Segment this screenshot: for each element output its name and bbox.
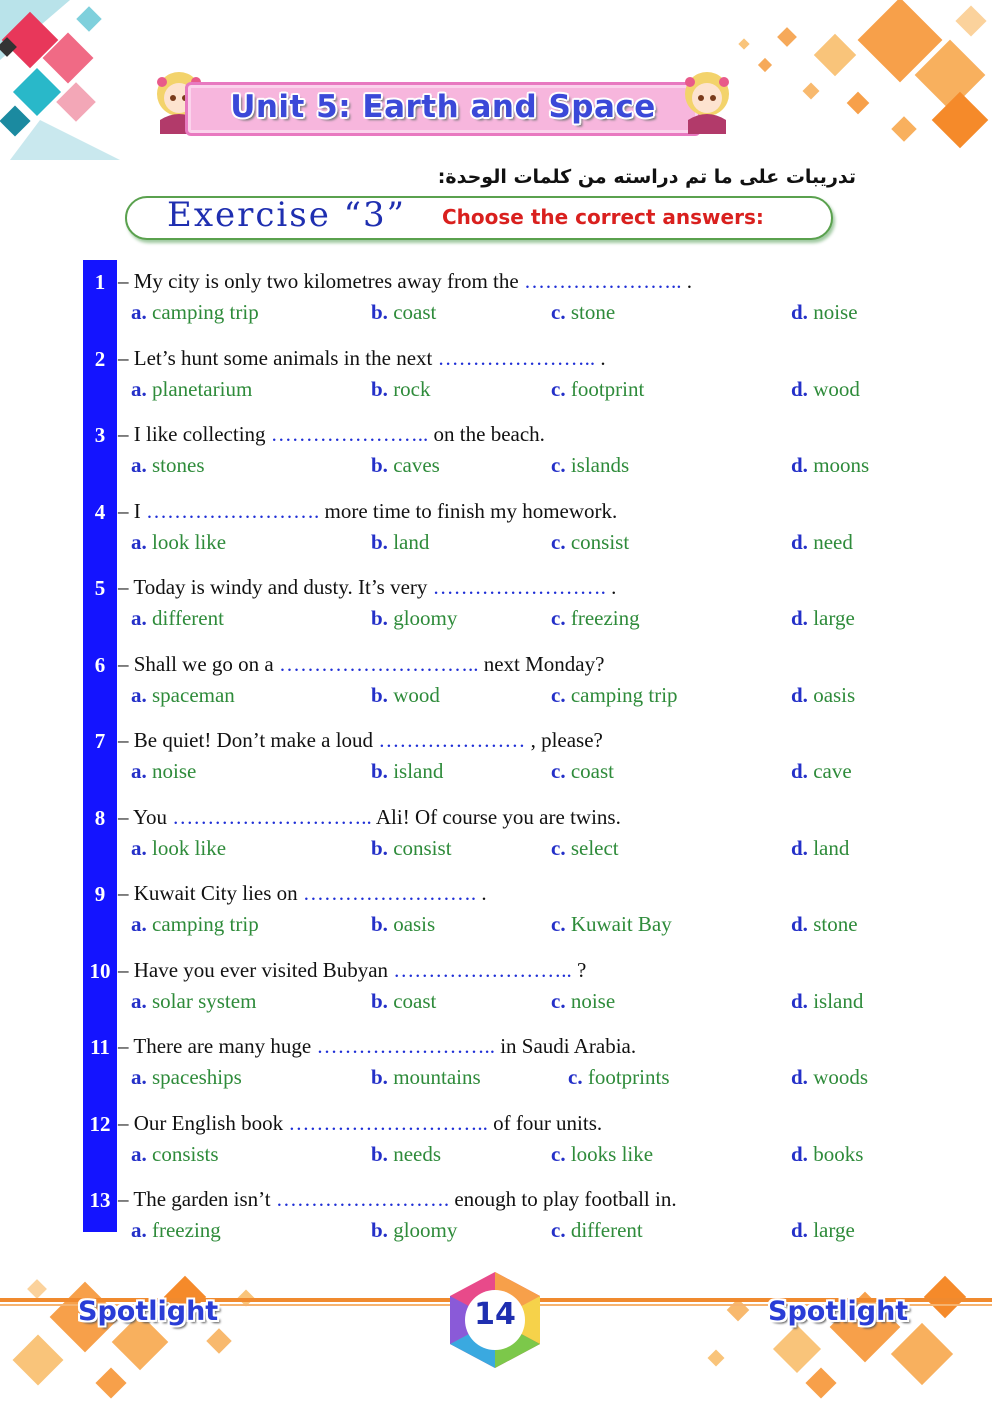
option-a[interactable]: a. look like: [131, 530, 227, 554]
question-item: [83, 953, 943, 1023]
question-item: [83, 417, 943, 487]
option-d[interactable]: d. cave: [791, 759, 852, 783]
option-b[interactable]: b. coast: [371, 989, 437, 1013]
option-c[interactable]: c. coast: [551, 759, 614, 783]
answer-blank: …………………..: [270, 422, 429, 446]
brand-logo-right: Spotlight: [768, 1296, 909, 1327]
question-text: – Today is windy and dusty. It’s very ……………………. .: [118, 575, 617, 599]
option-d[interactable]: d. noise: [791, 300, 858, 324]
question-item: [83, 876, 943, 946]
answer-blank: …………………: [378, 728, 526, 752]
question-number: 4: [94, 500, 106, 524]
option-b[interactable]: b. consist: [371, 836, 452, 860]
question-number: 13: [89, 1188, 111, 1212]
question-item: [83, 494, 943, 564]
unit-title-banner: [185, 82, 701, 136]
option-d[interactable]: d. books: [791, 1142, 864, 1166]
question-item: [83, 341, 943, 411]
corner-decoration-bottom-left: [0, 1262, 300, 1403]
option-c[interactable]: c. noise: [551, 989, 616, 1013]
option-a[interactable]: a. different: [131, 606, 224, 630]
option-c[interactable]: c. freezing: [551, 606, 640, 630]
question-text: – Be quiet! Don’t make a loud ………………… , please?: [118, 728, 603, 752]
question-text: – I like collecting ………………….. on the beach.: [118, 422, 545, 446]
question-item: [83, 1106, 943, 1176]
brand-logo-left: Spotlight: [78, 1296, 219, 1327]
question-number: 12: [89, 1112, 111, 1136]
option-a[interactable]: a. planetarium: [131, 377, 253, 401]
question-number: 9: [94, 882, 106, 906]
option-d[interactable]: d. large: [791, 1218, 855, 1242]
unit-title: Unit 5: Earth and Space: [230, 89, 656, 125]
question-number: 6: [94, 653, 106, 677]
answer-blank: …………………….: [432, 575, 612, 599]
question-number: 8: [94, 806, 106, 830]
answer-blank: ………………………..: [278, 652, 479, 676]
question-text: – There are many huge …………………….. in Saudi Arabia.: [118, 1034, 637, 1058]
question-number: 1: [94, 270, 106, 294]
option-b[interactable]: b. wood: [371, 683, 440, 707]
option-a[interactable]: a. spaceman: [131, 683, 235, 707]
option-c[interactable]: c. islands: [551, 453, 630, 477]
option-b[interactable]: b. coast: [371, 300, 437, 324]
option-d[interactable]: d. oasis: [791, 683, 856, 707]
question-number: 3: [94, 423, 106, 447]
option-d[interactable]: d. woods: [791, 1065, 869, 1089]
option-d[interactable]: d. land: [791, 836, 850, 860]
girl-mascot-right-icon: [676, 68, 738, 134]
corner-decoration-top-right: [700, 0, 992, 170]
exercise-header: [125, 196, 833, 240]
option-c[interactable]: c. consist: [551, 530, 630, 554]
option-d[interactable]: d. need: [791, 530, 853, 554]
question-text: – I ……………………. more time to finish my homework.: [118, 499, 618, 523]
option-b[interactable]: b. oasis: [371, 912, 436, 936]
question-number: 7: [94, 729, 106, 753]
option-b[interactable]: b. island: [371, 759, 444, 783]
option-a[interactable]: a. noise: [131, 759, 197, 783]
option-c[interactable]: c. camping trip: [551, 683, 678, 707]
question-item: [83, 264, 943, 334]
option-a[interactable]: a. camping trip: [131, 300, 259, 324]
arabic-instruction: تدريبات على ما تم دراسته من كلمات الوحدة:: [437, 166, 856, 188]
question-item: [83, 570, 943, 640]
option-a[interactable]: a. look like: [131, 836, 227, 860]
option-c[interactable]: c. select: [551, 836, 619, 860]
option-a[interactable]: a. freezing: [131, 1218, 221, 1242]
corner-decoration-top-left: [0, 0, 120, 160]
answer-blank: ……………………..: [316, 1034, 495, 1058]
question-text: – You ……………………….. Ali! Of course you are twins.: [118, 805, 621, 829]
answer-blank: …………………….: [302, 881, 482, 905]
option-a[interactable]: a. stones: [131, 453, 205, 477]
option-d[interactable]: d. wood: [791, 377, 860, 401]
option-d[interactable]: d. island: [791, 989, 864, 1013]
option-c[interactable]: c. Kuwait Bay: [551, 912, 672, 936]
answer-blank: …………………..: [523, 269, 687, 293]
question-text: – Our English book ……………………….. of four units.: [118, 1111, 603, 1135]
option-d[interactable]: d. moons: [791, 453, 870, 477]
question-text: – Shall we go on a ……………………….. next Monday?: [118, 652, 605, 676]
option-c[interactable]: c. footprints: [568, 1065, 670, 1089]
question-number: 11: [90, 1035, 110, 1059]
question-item: [83, 647, 943, 717]
exercise-instruction: Choose the correct answers:: [442, 205, 764, 229]
question-item: [83, 1029, 943, 1099]
option-d[interactable]: d. stone: [791, 912, 858, 936]
question-text: – Have you ever visited Bubyan …………………….. ?: [118, 958, 587, 982]
answer-blank: ………………………..: [288, 1111, 488, 1135]
option-c[interactable]: c. different: [551, 1218, 643, 1242]
option-b[interactable]: b. gloomy: [371, 606, 458, 630]
answer-blank: …………………..: [437, 346, 601, 370]
exercise-title: Exercise “3”: [167, 195, 407, 235]
question-text: – Let’s hunt some animals in the next ………………….. .: [118, 346, 606, 370]
option-c[interactable]: c. stone: [551, 300, 616, 324]
option-c[interactable]: c. footprint: [551, 377, 645, 401]
answer-blank: ……………………..: [393, 958, 578, 982]
option-b[interactable]: b. gloomy: [371, 1218, 458, 1242]
option-d[interactable]: d. large: [791, 606, 855, 630]
option-b[interactable]: b. caves: [371, 453, 440, 477]
page-number: 14: [474, 1297, 516, 1332]
option-a[interactable]: a. camping trip: [131, 912, 259, 936]
corner-decoration-bottom-right: [690, 1262, 992, 1403]
option-b[interactable]: b. mountains: [371, 1065, 481, 1089]
option-b[interactable]: b. land: [371, 530, 430, 554]
answer-blank: …………………….: [146, 499, 320, 523]
question-text: – Kuwait City lies on ……………………. .: [118, 881, 487, 905]
option-a[interactable]: a. solar system: [131, 989, 257, 1013]
option-a[interactable]: a. spaceships: [131, 1065, 242, 1089]
option-a[interactable]: a. consists: [131, 1142, 219, 1166]
question-item: [83, 800, 943, 870]
answer-blank: ………………………..: [172, 805, 372, 829]
option-b[interactable]: b. needs: [371, 1142, 442, 1166]
question-number: 5: [94, 576, 106, 600]
question-item: [83, 723, 943, 793]
answer-blank: …………………….: [275, 1187, 450, 1211]
question-number: 2: [94, 347, 106, 371]
question-text: – My city is only two kilometres away from the ………………….. .: [118, 269, 692, 293]
question-text: – The garden isn’t ……………………. enough to play football in.: [118, 1187, 677, 1211]
question-item: [83, 1182, 943, 1252]
option-c[interactable]: c. looks like: [551, 1142, 654, 1166]
question-number: 10: [89, 959, 111, 983]
option-b[interactable]: b. rock: [371, 377, 431, 401]
